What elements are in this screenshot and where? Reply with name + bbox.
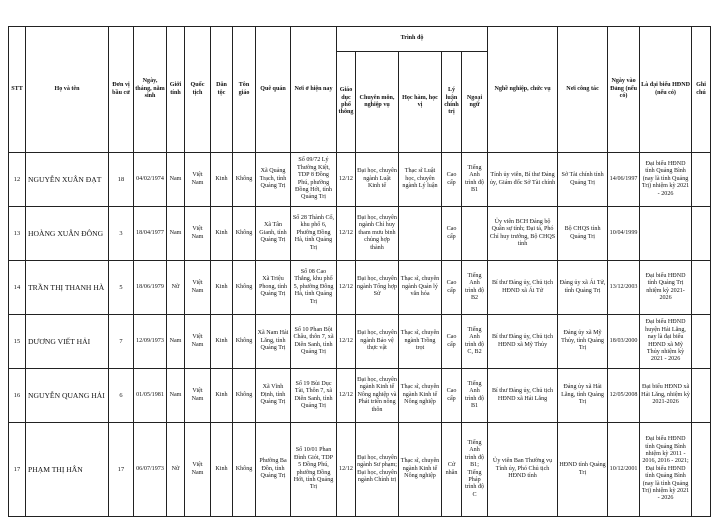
cell-note [692,207,711,261]
cell-unit: 17 [109,423,134,517]
cell-delegate: Đại biểu HĐND tỉnh Quảng Bình (nay là tỉnh Quảng Trị) nhiệm kỳ 2021 - 2026 [640,153,692,207]
header-ethnicity: Dân tộc [211,27,233,153]
cell-nationality: Việt Nam [185,369,211,423]
cell-residence: Số 10 Phan Bội Châu, thôn 7, xã Diên Sanh, tỉnh Quảng Trị [291,315,337,369]
cell-political: Cao cấp [442,315,462,369]
cell-major: Đại học, chuyên ngành Sư phạm; Đại học, chuyên ngành Chính trị [356,423,399,517]
cell-gender: Nữ [167,261,185,315]
header-note: Ghi chú [692,27,711,153]
header-delegate: Là đại biểu HĐND (nếu có) [640,27,692,153]
table-row [9,153,711,207]
cell-job: Tỉnh ủy viên, Bí thư Đảng ủy, Giám đốc Sở Tài chính [488,153,558,207]
cell-nationality: Việt Nam [185,315,211,369]
cell-language: Tiếng Anh trình độ C, B2 [462,315,488,369]
cell-note [692,423,711,517]
candidate-table-sheet [8,26,711,517]
cell-party-date: 14/06/1997 [608,153,640,207]
header-general-edu: Giáo dục phổ thông [337,52,356,153]
cell-major: Đại học, chuyên ngành Luật Kinh tế [356,153,399,207]
cell-workplace: Đảng ủy xã Mỹ Thủy, tỉnh Quảng Trị [558,315,608,369]
cell-dob: 12/09/1973 [134,315,167,369]
cell-dob: 18/06/1979 [134,261,167,315]
cell-religion: Không [233,315,256,369]
cell-note [692,261,711,315]
cell-workplace: Đảng ủy xã Ái Tử, tỉnh Quảng Trị [558,261,608,315]
cell-religion: Không [233,369,256,423]
cell-name: DƯƠNG VIẾT HẢI [26,315,109,369]
cell-religion: Không [233,153,256,207]
cell-delegate: Đại biểu HĐND tỉnh Quảng Trị nhiệm kỳ 2021-2026 [640,261,692,315]
cell-major: Đại học, chuyên ngành Tổng hợp Sử [356,261,399,315]
cell-workplace: Sở Tài chính tỉnh Quảng Trị [558,153,608,207]
cell-unit: 3 [109,207,134,261]
cell-residence: Số 10/01 Phan Đình Giót, TDP 5 Đồng Phú, phường Đồng Hới, tỉnh Quảng Trị [291,423,337,517]
header-residence: Nơi ở hiện nay [291,27,337,153]
cell-general-edu: 12/12 [337,261,356,315]
cell-party-date: 12/05/2008 [608,369,640,423]
cell-hometown: Xã Triệu Phong, tỉnh Quảng Trị [256,261,291,315]
cell-nationality: Việt Nam [185,261,211,315]
cell-gender: Nam [167,315,185,369]
cell-residence: Số 28 Thành Cổ, khu phố 6, Phường Đồng Hà, tỉnh Quảng Trị [291,207,337,261]
table-row [9,261,711,315]
cell-party-date: 18/03/2000 [608,315,640,369]
cell-religion: Không [233,423,256,517]
header-language: Ngoại ngữ [462,52,488,153]
cell-stt: 16 [9,369,26,423]
table-row [9,423,711,517]
cell-gender: Nam [167,369,185,423]
cell-residence: Số 09/72 Lý Thường Kiệt, TDP 8 Đồng Phú, phường Đồng Hới, tỉnh Quảng Trị [291,153,337,207]
cell-general-edu: 12/12 [337,315,356,369]
header-row-top [9,27,711,52]
cell-religion: Không [233,261,256,315]
cell-job: Bí thư Đảng ủy, Chủ tịch HĐND xã Mỹ Thủy [488,315,558,369]
header-degree: Học hàm, học vị [399,52,442,153]
cell-nationality: Việt Nam [185,423,211,517]
cell-major: Đại học, chuyên ngành Kinh tế Nông nghiệp và Phát triển nông thôn [356,369,399,423]
cell-workplace: Đảng ủy xã Hải Lăng, tỉnh Quảng Trị [558,369,608,423]
cell-hometown: Xã Quảng Trạch, tỉnh Quảng Trị [256,153,291,207]
cell-job: Ủy viên BCH Đảng bộ Quân sự tỉnh; Đại tá, Phó Chỉ huy trưởng, Bộ CHQS tỉnh [488,207,558,261]
cell-language: Tiếng Anh trình độ B1 [462,153,488,207]
cell-language: Tiếng Anh trình độ B2 [462,261,488,315]
cell-ethnicity: Kinh [211,423,233,517]
cell-residence: Số 08 Cao Thắng, khu phố 5, phường Đông Hà, tỉnh Quảng Trị [291,261,337,315]
cell-party-date: 10/12/2001 [608,423,640,517]
cell-hometown: Xã Nam Hải Lăng, tỉnh Quảng Trị [256,315,291,369]
cell-dob: 18/04/1977 [134,207,167,261]
cell-degree: Thạc sĩ Luật học, chuyên ngành Lý luận [399,153,442,207]
cell-hometown: Phường Ba Đồn, tỉnh Quảng Trị [256,423,291,517]
cell-delegate: Đại biểu HĐND tỉnh Quảng Bình nhiệm kỳ 2011 - 2016, 2016 - 2021; Đại biểu HĐND tỉnh Quảng Bình (nay là tỉnh Quảng Trị) nhiệm kỳ 2021 - 2026 [640,423,692,517]
cell-general-edu: 12/12 [337,153,356,207]
cell-language [462,207,488,261]
cell-name: TRẦN THỊ THANH HÀ [26,261,109,315]
cell-nationality: Việt Nam [185,207,211,261]
cell-stt: 15 [9,315,26,369]
header-unit: Đơn vị bầu cử [109,27,134,153]
cell-stt: 14 [9,261,26,315]
cell-nationality: Việt Nam [185,153,211,207]
cell-gender: Nam [167,153,185,207]
table-row [9,315,711,369]
header-religion: Tôn giáo [233,27,256,153]
table-row [9,369,711,423]
cell-unit: 6 [109,369,134,423]
cell-name: HOÀNG XUÂN ĐÔNG [26,207,109,261]
header-name: Họ và tên [26,27,109,153]
cell-degree: Thạc sĩ, chuyên ngành Kinh tế Nông nghiệp [399,423,442,517]
cell-political: Cao cấp [442,261,462,315]
cell-dob: 04/02/1974 [134,153,167,207]
cell-political: Cao cấp [442,369,462,423]
cell-dob: 06/07/1973 [134,423,167,517]
table-row [9,207,711,261]
header-hometown: Quê quán [256,27,291,153]
header-nationality: Quốc tịch [185,27,211,153]
cell-party-date: 10/04/1999 [608,207,640,261]
cell-major: Đại học, chuyên ngành Bảo vệ thực vật [356,315,399,369]
header-education-group: Trình độ [337,27,488,52]
cell-ethnicity: Kinh [211,261,233,315]
cell-ethnicity: Kinh [211,369,233,423]
cell-ethnicity: Kinh [211,315,233,369]
header-political: Lý luận chính trị [442,52,462,153]
cell-language: Tiếng Anh trình độ B1 [462,369,488,423]
cell-job: Ủy viên Ban Thường vụ Tỉnh ủy, Phó Chủ tịch HĐND tỉnh [488,423,558,517]
cell-unit: 7 [109,315,134,369]
cell-general-edu: 12/12 [337,207,356,261]
cell-unit: 18 [109,153,134,207]
cell-political: Cao cấp [442,207,462,261]
cell-note [692,315,711,369]
cell-degree [399,207,442,261]
header-stt: STT [9,27,26,153]
cell-delegate [640,207,692,261]
header-major: Chuyên môn, nghiệp vụ [356,52,399,153]
cell-name: NGUYỄN QUANG HẢI [26,369,109,423]
cell-dob: 01/05/1981 [134,369,167,423]
cell-hometown: Xã Tân Gianh, tỉnh Quảng Trị [256,207,291,261]
cell-major: Đại học, chuyên ngành Chỉ huy tham mưu binh chủng hợp thành [356,207,399,261]
cell-political: Cử nhân [442,423,462,517]
cell-gender: Nữ [167,423,185,517]
cell-ethnicity: Kinh [211,207,233,261]
cell-stt: 12 [9,153,26,207]
cell-job: Bí thư Đảng ủy, Chủ tịch HĐND xã Ái Tử [488,261,558,315]
cell-stt: 13 [9,207,26,261]
cell-note [692,369,711,423]
cell-name: PHẠM THỊ HÂN [26,423,109,517]
cell-gender: Nam [167,207,185,261]
cell-degree: Thạc sĩ, chuyên ngành Quản lý văn hóa [399,261,442,315]
cell-unit: 5 [109,261,134,315]
cell-degree: Thạc sĩ, chuyên ngành Trồng trọt [399,315,442,369]
cell-political: Cao cấp [442,153,462,207]
header-job: Nghề nghiệp, chức vụ [488,27,558,153]
cell-workplace: HĐND tỉnh Quảng Trị [558,423,608,517]
cell-party-date: 13/12/2003 [608,261,640,315]
header-party-date: Ngày vào Đảng (nếu có) [608,27,640,153]
cell-language: Tiếng Anh trình độ B1; Tiếng Pháp trình độ C [462,423,488,517]
cell-delegate: Đại biểu HĐND huyện Hải Lăng, nay là đại biểu HĐND xã Mỹ Thủy nhiệm kỳ 2021 - 2026 [640,315,692,369]
candidate-table [8,26,711,517]
cell-hometown: Xã Vĩnh Định, tỉnh Quảng Trị [256,369,291,423]
cell-religion: Không [233,207,256,261]
header-workplace: Nơi công tác [558,27,608,153]
cell-delegate: Đại biểu HĐND xã Hải Lăng, nhiệm kỳ 2021-2026 [640,369,692,423]
cell-job: Bí thư Đảng ủy, Chủ tịch HĐND xã Hải Lăng [488,369,558,423]
cell-residence: Số 19 Bùi Dục Tài, Thôn 7, xã Diên Sanh, tỉnh Quảng Trị [291,369,337,423]
cell-stt: 17 [9,423,26,517]
cell-general-edu: 12/12 [337,369,356,423]
cell-workplace: Bộ CHQS tỉnh Quảng Trị [558,207,608,261]
header-dob: Ngày, tháng, năm sinh [134,27,167,153]
cell-name: NGUYỄN XUÂN ĐẠT [26,153,109,207]
cell-degree: Thạc sĩ, chuyên ngành Kinh tế Nông nghiệp [399,369,442,423]
cell-note [692,153,711,207]
header-gender: Giới tính [167,27,185,153]
cell-general-edu: 12/12 [337,423,356,517]
cell-ethnicity: Kinh [211,153,233,207]
